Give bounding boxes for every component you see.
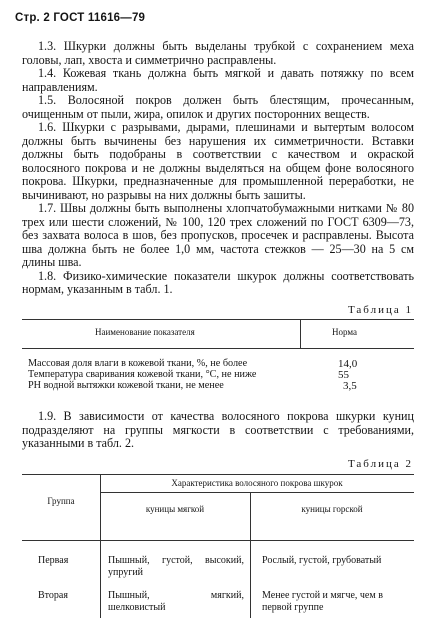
body-text-lower [22,410,414,451]
table-1-row-label: Температура сваривания кожевой ткани, °С, не ниже [28,369,257,380]
table-2-head-characteristic: Характеристика волосяного покрова шкурок [171,478,343,488]
table-1-row-value: 14,0 [338,358,358,370]
paragraph-1-8: 1.8. Физико-химические показатели шкурок должны соответствовать нормам, указанным в табл. 1. [22,268,414,296]
table-2-top-rule [22,474,414,475]
table-2-head-rule [22,540,414,541]
table-1-top-rule [22,319,414,320]
table-2-head-group: Группа [47,496,75,506]
table-2-head-hard: куницы горской [301,504,363,514]
table-2-group: Вторая [38,590,68,601]
paragraph-1-3: 1.3. Шкурки должны быть выделаны трубкой с сохранением меха головы, лап, хвоста и симметрично расправлены. [22,39,414,67]
paragraph-1-9: 1.9. В зависимости от качества волосяного покрова шкурки куниц подразделяют на группы мягкости в соответствии с требованиями, указанными в табл. 2. [22,409,414,450]
table-1-divider [300,319,301,348]
standard-number: ГОСТ 11616—79 [53,12,146,24]
table-1-head-indicator: Наименование показателя [95,327,195,337]
table-1-row-label: РН водной вытяжки кожевой ткани, не менее [28,380,224,391]
table-1-row-value: 55 [338,369,349,381]
table-1-head-norm: Норма [332,327,357,337]
table-2-soft-cell: Пышный, мягкий, шелковистый [108,590,244,613]
body-text [22,40,414,297]
table-2-hard-cell: Рослый, густой, грубоватый [262,555,382,566]
table-1-caption: Таблица 1 [347,304,413,316]
table-2-head-soft: куницы мягкой [145,504,205,514]
page-number: Стр. 2 [15,12,50,24]
table-2-body-divider-kind [250,540,251,618]
table-2-divider-kind [250,492,251,540]
paragraph-1-6: 1.6. Шкурки с разрывами, дырами, плешинами и вытертым волосом должны быть вычинены без нарушения их симметричности. Вставки должны быть подобраны в соответствии с качеством и окраской волосяного покрова и не должны выделяться на общем фоне волосяного покрова. Шкурки, предназначенные для промышленной переработки, не вычинивают, но разрывы на них должны быть зашиты. [22,120,414,202]
table-2-soft-cell: Пышный, густой, высокий, упругий [108,555,244,578]
table-1-head-rule [22,348,414,349]
table-2-body-divider-group [100,540,101,618]
table-2-caption: Таблица 2 [347,458,413,470]
table-2-mid-rule [100,492,414,493]
paragraph-1-5: 1.5. Волосяной покров должен быть блестящим, прочесанным, очищенным от пыли, жира, опилок и других посторонних веществ. [22,93,414,121]
paragraph-1-4: 1.4. Кожевая ткань должна быть мягкой и давать потяжку по всем направлениям. [22,66,414,94]
page-header [15,12,145,24]
table-1-row-label: Массовая доля влаги в кожевой ткани, %, не более [28,358,248,369]
table-1-row-value: 3,5 [343,380,357,392]
paragraph-1-7: 1.7. Швы должны быть выполнены хлопчатобумажными нитками № 80 трех или шести сложений, № 100, 120 трех сложений по ГОСТ 6309—73, без захвата волоса в шов, без пропусков, просечек и расправлены. Высота шва должна быть не более 1,0 мм, частота стежков — 25—30 на 5 см длины шва. [22,201,414,269]
table-2-group: Первая [38,555,69,566]
table-2-hard-cell: Менее густой и мягче, чем в первой группе [262,590,383,613]
